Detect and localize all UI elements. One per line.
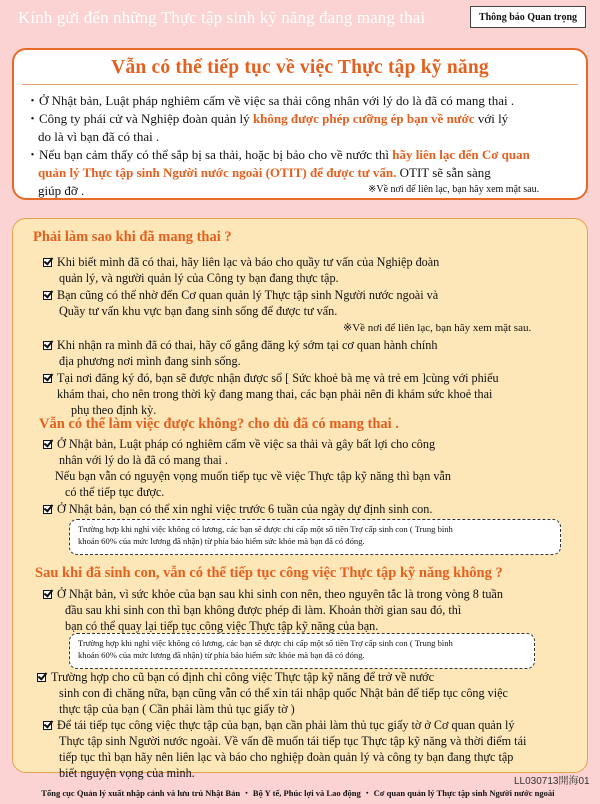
section-3-item-3-line4: biết nguyện vọng của mình.: [59, 766, 195, 780]
section-3-item-1: [43, 586, 503, 602]
info-box: [12, 218, 588, 780]
section-2-item-1-line2: nhân với lý do là đã có mang thai .: [59, 453, 228, 467]
intro-bullet-3-text: ・Nếu bạn cảm thấy có thể sắp bị sa thải, hoặc bị bảo cho về nước thì: [26, 147, 393, 162]
checkbox-icon: [37, 673, 46, 682]
section-3-item-3: [43, 717, 514, 733]
section-3-item-1-line2: đầu sau khi sinh con thì bạn không được phép đi làm. Khoản thời gian sau đó, thì: [65, 603, 462, 617]
intro-bullet-1: ・Ở Nhật bản, Luật pháp nghiêm cấm về việc sa thải công nhân với lý do là đã có mang thai .: [26, 93, 515, 108]
document-code: LL030713開海01: [514, 776, 590, 787]
section-2-heading: Vẫn có thể làm việc được không? cho dù đã có mang thai .: [39, 416, 399, 432]
section-1-item-1-line2: quản lý, và người quản lý của Công ty bạn đang thực tập.: [59, 271, 339, 285]
section-1-item-3: [43, 337, 437, 353]
section-1-item-2: [43, 287, 438, 303]
section-3-item-2-line2: sinh con đi chăng nữa, bạn cũng vẫn có thể xin tái nhập quốc Nhật bản để tiếp tục công việc: [59, 686, 508, 700]
intro-contact-note: ※Về nơi để liên lạc, bạn hãy xem mặt sau.: [368, 184, 540, 195]
section-2-item-1-text: Ở Nhật bản, Luật pháp có nghiêm cấm về việc sa thải và gây bất lợi cho công: [57, 437, 436, 451]
intro-bullet-3-line2: [38, 164, 491, 181]
footer-agencies: Tổng cục Quản lý xuất nhập cảnh và lưu trú Nhật Bản ・ Bộ Y tế, Phúc lợi và Lao động ・ Cơ quan quản lý Thực tập sinh Người nước ngoài: [41, 788, 555, 798]
section-1-item-1-text: Khi biết mình đã có thai, hãy liên lạc và báo cho quầy tư vấn của Nghiệp đoàn: [57, 255, 440, 269]
section-3-item-3-line2: Thực tập sinh Người nước ngoài. Về vấn đề muốn tái tiếp tục Thực tập kỹ năng và thời điểm tái: [59, 734, 527, 748]
section-3-item-2-line3: thực tập của bạn ( Cần phải làm thủ tục giấy tờ ): [59, 702, 295, 716]
checkbox-icon: [43, 505, 52, 514]
greeting-text: Kính gửi đến những Thực tập sinh kỹ năng đang mang thai: [18, 8, 426, 27]
section-1-item-4: [43, 370, 499, 386]
section-2-item-2-text: Ở Nhật bản, bạn có thể xin nghỉ việc trước 6 tuần của ngày dự định sinh con.: [57, 502, 433, 516]
section-1-item-1: [43, 254, 439, 270]
intro-title: Vẫn có thể tiếp tục về việc Thực tập kỹ năng: [111, 57, 489, 78]
checkbox-icon: [43, 590, 52, 599]
section-1-item-3-line2: địa phương nơi mình đang sinh sống.: [59, 354, 241, 368]
section-1-item-3-text: Khi nhận ra mình đã có thai, hãy cố gắng đăng ký sớm tại cơ quan hành chính: [57, 338, 438, 352]
intro-bullet-2: [26, 110, 508, 127]
maternity-note-2-line2: khoản 60% của mức lương đã nhận) từ phía bảo hiểm sức khỏe mà bạn đã có đóng.: [78, 650, 365, 660]
section-1-contact-note: ※Về nơi để liên lạc, bạn hãy xem mặt sau.: [343, 322, 532, 334]
section-3-item-1-line3: bạn có thể quay lại tiếp tục công việc Thực tập kỹ năng của bạn.: [65, 619, 379, 633]
section-3-heading: Sau khi đã sinh con, vẫn có thể tiếp tục công việc Thực tập kỹ năng không ?: [35, 565, 503, 581]
intro-bullet-3-highlight-1: hãy liên lạc đến Cơ quan: [392, 147, 530, 162]
intro-box: [12, 48, 588, 200]
section-1-item-4-line3: phụ theo định kỳ.: [71, 403, 157, 417]
checkbox-icon: [43, 341, 52, 350]
intro-bullet-3-tail: OTIT sẽ sẵn sàng: [396, 165, 491, 180]
checkbox-icon: [43, 440, 52, 449]
section-3-item-3-text: Để tái tiếp tục công việc thực tập của bạn, bạn cần phải làm thủ tục giấy tờ ở Cơ quan quản lý: [57, 718, 515, 732]
section-1-item-2-line2: Quầy tư vấn khu vực bạn đang sinh sống để được tư vấn.: [59, 304, 338, 318]
section-1-item-4-text: Tại nơi đăng ký đó, bạn sẽ được nhận được sổ [ Sức khoẻ bà mẹ và trẻ em ]cùng với phiếu: [57, 371, 499, 385]
section-1-item-4-line2: khám thai, cho nên trong thời kỳ đang mang thai, các bạn phải nên đi khám sức khoẻ thai: [57, 387, 493, 401]
maternity-allowance-note-2: [69, 633, 535, 669]
section-3-item-1-text: Ở Nhật bản, vì sức khỏe của bạn sau khi sinh con nên, theo nguyên tắc là trong vòng 8 tuần: [57, 587, 503, 601]
section-2-item-1-line4: có thể tiếp tục được.: [65, 485, 165, 499]
maternity-note-1-line1: Trường hợp khi nghỉ việc không có lương, các bạn sẽ được chi cấp một số tiền Trợ cấp sinh con ( Trung bình: [78, 524, 453, 534]
section-2-item-2: [43, 501, 432, 517]
section-2-item-1-line3: Nếu bạn vẫn có nguyện vọng muốn tiếp tục về việc Thực tập kỹ năng thì bạn vẫn: [55, 469, 451, 483]
maternity-allowance-note-1: [69, 519, 561, 555]
checkbox-icon: [43, 374, 52, 383]
checkbox-icon: [43, 258, 52, 267]
section-1-item-2-text: Bạn cũng có thể nhờ đến Cơ quan quản lý Thực tập sinh Người nước ngoài và: [57, 288, 439, 302]
intro-bullet-2-line2: do là vì bạn đã có thai .: [38, 129, 160, 144]
intro-bullet-3-highlight-2: quản lý Thực tập sinh Người nước ngoài (OTIT) để được tư vấn.: [38, 165, 397, 180]
intro-bullet-3-line3: giúp đỡ .: [38, 183, 85, 198]
maternity-note-1-line2: khoản 60% của mức lương đã nhận) từ phía bảo hiểm sức khỏe mà bạn đã có đóng.: [78, 536, 365, 546]
intro-bullet-2-text: ・Công ty phái cử và Nghiệp đoàn quản lý: [26, 111, 253, 126]
section-2-item-1: [43, 436, 435, 452]
section-3-item-2-text: Trường hợp cho cũ bạn có định chỉ công việc Thực tập kỹ năng để trở về nước: [51, 670, 435, 684]
header-bar: [0, 0, 600, 40]
section-1-heading: Phải làm sao khi đã mang thai ?: [33, 229, 232, 245]
intro-bullet-3: [26, 146, 530, 163]
intro-bullet-2-highlight: không được phép cưỡng ép bạn về nước: [252, 111, 475, 126]
title-divider: [22, 84, 578, 85]
important-notice-badge: Thông báo Quan trọng: [470, 6, 586, 28]
maternity-note-2-line1: Trường hợp khi nghỉ việc không có lương, các bạn sẽ được chi cấp một số tiền Trợ cấp sinh con ( Trung bình: [78, 638, 453, 648]
checkbox-icon: [43, 721, 52, 730]
section-3-item-2: [37, 669, 434, 685]
checkbox-icon: [43, 291, 52, 300]
intro-bullet-2-tail: với lý: [474, 111, 509, 126]
section-3-item-3-line3: tiếp tục thì bạn hãy nên liên lạc và báo cho nghiệp đoàn quản lý và công ty bạn đang thực tập: [59, 750, 514, 764]
